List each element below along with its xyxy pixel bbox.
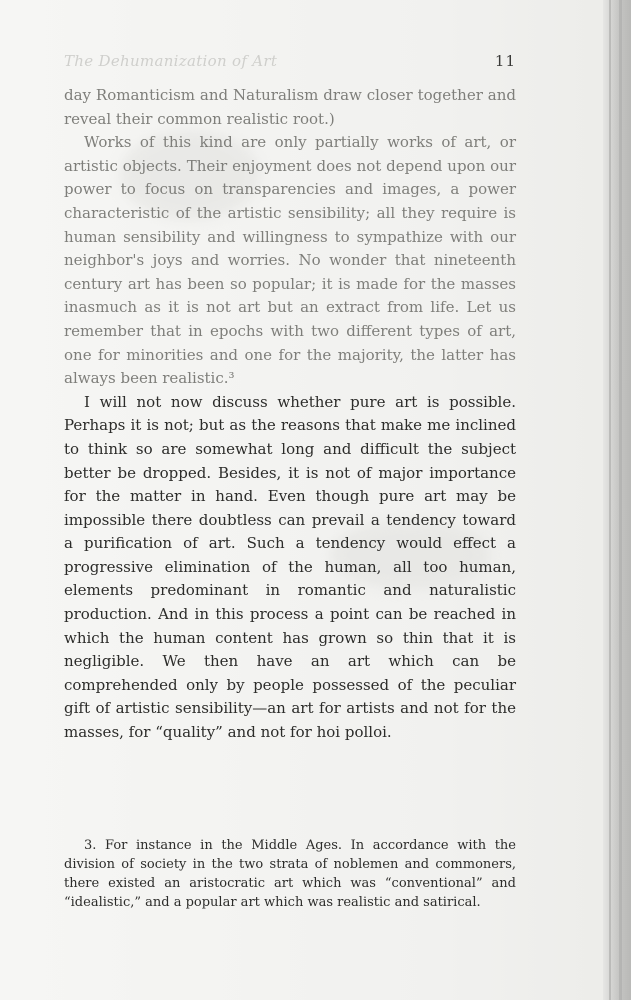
footnote: 3. For instance in the Middle Ages. In accordance with the division of society in the two strata of noblemen and commoners, there existed an aristocratic art which was “conventional” and “idealistic,” and a popular art which was realistic and satirical. [64, 838, 516, 910]
running-title: The Dehumanization of Art [64, 52, 278, 70]
paragraph-text: Works of this kind are only partially works of art, or artistic objects. Their enjoyment does not depend upon our power to focus on transparencies and images, a power characteristic of the artistic sensibility; all they require is human sensibility and willingness to sympathize with our neighbor's joys and worries. No wonder that nineteenth century art has been so popular; it is made for the masses inasmuch as it is not art but an extract from life. Let us remember that in epochs with two different types of art, one for minorities and one for the majority, the latter has always been realistic.³ [64, 133, 516, 388]
paragraph [64, 391, 516, 745]
paragraph-text: day Romanticism and Naturalism draw closer together and reveal their common realistic root.) [64, 86, 516, 128]
running-head [64, 52, 516, 74]
paragraph [64, 131, 516, 391]
page-number: 11 [494, 52, 516, 70]
paragraph-continuation [64, 84, 516, 131]
paragraph-text: I will not now discuss whether pure art is possible. Perhaps it is not; but as the reasons that make me inclined to think so are somewhat long and difficult the subject better be dropped. Besides, it is not of major importance for the matter in hand. Even though pure art may be impossible there doubtless can prevail a tendency toward a purification of art. Such a tendency would effect a progressive elimination of the human, all too human, elements predominant in romantic and naturalistic production. And in this process a point can be reached in which the human content has grown so thin that it is negligible. We then have an art which can be comprehended only by people possessed of the peculiar gift of artistic sensibility—an art for artists and not for the masses, for “quality” and not for hoi polloi. [64, 392, 516, 742]
body-text [64, 84, 516, 745]
page-edge [603, 0, 631, 1000]
